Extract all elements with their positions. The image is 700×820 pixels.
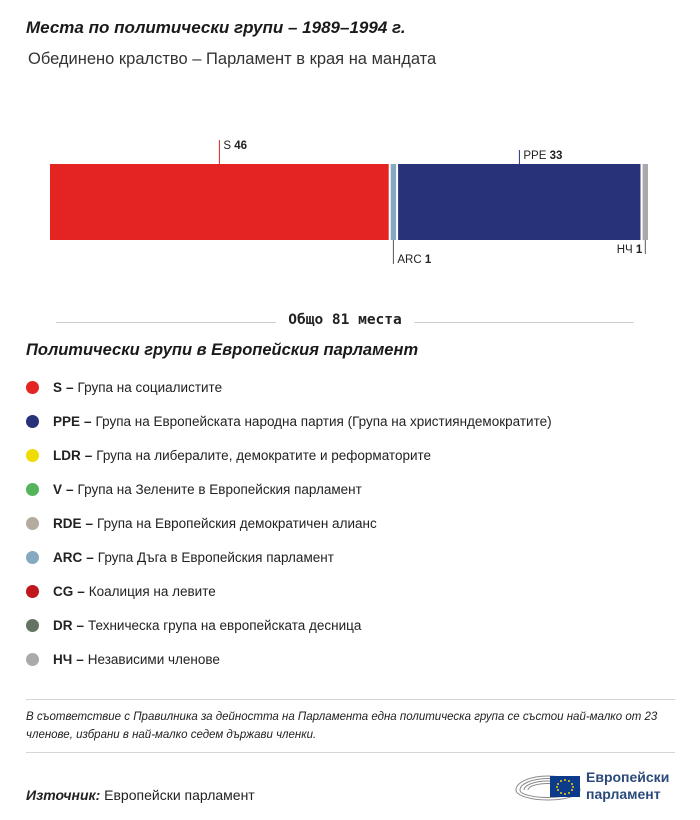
- legend: [26, 370, 686, 676]
- legend-separator: –: [77, 583, 85, 599]
- legend-item-0: [26, 370, 686, 404]
- logo-text: [586, 769, 669, 803]
- legend-separator: –: [86, 549, 94, 565]
- legend-item-8: [26, 642, 686, 676]
- legend-title: Политически групи в Европейския парламент: [26, 341, 419, 359]
- legend-dot-icon: [26, 551, 39, 564]
- legend-code: RDE: [53, 515, 82, 531]
- logo-line-2: парламент: [586, 786, 661, 802]
- legend-item-1: [26, 404, 686, 438]
- bar-label-3: НЧ 1: [616, 244, 643, 256]
- legend-separator: –: [66, 379, 74, 395]
- legend-code: ARC: [53, 549, 83, 565]
- legend-name: Група на Европейската народна партия (Група на християндемократите): [95, 413, 552, 429]
- note-divider-bottom: [26, 752, 675, 753]
- total-seats: [56, 312, 634, 332]
- legend-name: Група на либералите, демократите и реформаторите: [96, 447, 432, 463]
- legend-dot-icon: [26, 381, 39, 394]
- legend-name: Независими членове: [87, 651, 220, 667]
- logo-line-1: Европейски: [586, 769, 670, 785]
- legend-separator: –: [76, 617, 85, 633]
- legend-name: Техническа група на европейската десница: [88, 617, 362, 633]
- source-value: Европейски парламент: [104, 787, 255, 803]
- legend-item-3: [26, 472, 686, 506]
- legend-dot-icon: [26, 483, 39, 496]
- chart-subtitle: Обединено кралство – Парламент в края на мандата: [28, 50, 437, 68]
- bar-3: [643, 164, 648, 240]
- source-label: Източник:: [26, 787, 101, 803]
- legend-item-7: [26, 608, 686, 642]
- legend-item-4: [26, 506, 686, 540]
- legend-code: PPE: [53, 413, 81, 429]
- legend-separator: –: [76, 651, 84, 667]
- legend-item-6: [26, 574, 686, 608]
- legend-dot-icon: [26, 585, 39, 598]
- legend-code: НЧ: [53, 651, 73, 667]
- legend-item-2: [26, 438, 686, 472]
- seat-bar-chart: [0, 130, 700, 280]
- chart-title: Места по политически групи – 1989–1994 г.: [26, 18, 406, 37]
- legend-dot-icon: [26, 415, 39, 428]
- legend-separator: –: [66, 481, 74, 497]
- legend-code: CG: [53, 583, 74, 599]
- legend-code: V: [53, 481, 63, 497]
- legend-dot-icon: [26, 653, 39, 666]
- legend-name: Коалиция на левите: [88, 583, 216, 599]
- legend-name: Група на социалистите: [77, 379, 223, 395]
- footnote: В съответствие с Правилника за дейността на Парламента една политическа група се състои най-малко от 23 членове, избрани в най-малко седем държави членки.: [26, 711, 658, 741]
- bar-label-2: PPE 33: [523, 150, 563, 162]
- legend-dot-icon: [26, 449, 39, 462]
- note-divider-top: [26, 699, 675, 700]
- total-seats-label: Общо 81 места: [276, 312, 414, 328]
- legend-separator: –: [85, 515, 94, 531]
- bar-label-0: S 46: [223, 140, 248, 152]
- legend-dot-icon: [26, 517, 39, 530]
- legend-code: S: [53, 379, 63, 395]
- legend-code: DR: [53, 617, 73, 633]
- legend-code: LDR: [53, 447, 81, 463]
- bar-label-1: ARC 1: [397, 254, 432, 266]
- bar-0: [50, 164, 389, 240]
- legend-separator: –: [84, 413, 92, 429]
- legend-name: Група Дъга в Европейския парламент: [97, 549, 334, 565]
- legend-name: Група на Зелените в Европейския парламент: [77, 481, 362, 497]
- legend-name: Група на Европейския демократичен алианс: [97, 515, 377, 531]
- bar-1: [391, 164, 396, 240]
- bar-2: [398, 164, 640, 240]
- source: [26, 787, 255, 803]
- legend-dot-icon: [26, 619, 39, 632]
- legend-separator: –: [84, 447, 93, 463]
- legend-item-5: [26, 540, 686, 574]
